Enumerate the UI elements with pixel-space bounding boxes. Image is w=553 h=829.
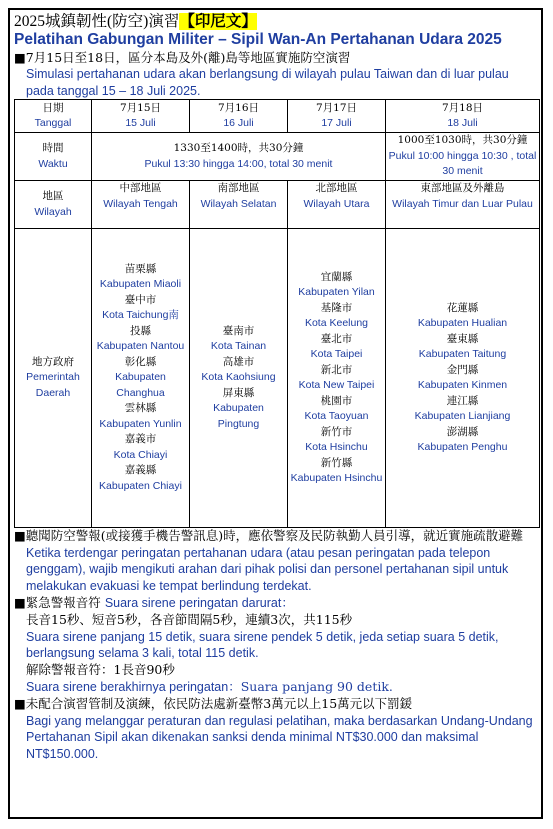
gov-item-zh: 投縣 [130,324,151,337]
gov-label-cell: 地方政府 Pemerintah Daerah [15,229,92,528]
siren-heading: ■緊急警報音符 Suara sirene peringatan darurat： [14,595,294,610]
title-zh: 2025城鎮韌性(防空)演習 [14,13,180,30]
gov-cell-east [386,229,540,528]
gov-cell-south [190,229,288,528]
siren-detail-id: Suara sirene panjang 15 detik, suara sirene pendek 5 detik, jeda setiap suara 5 detik, berlangsung selama 3 kali, total 115 detik. [26,629,499,660]
end-siren-id: Suara sirene berakhirnya peringatan：Suara panjang 90 detik. [26,679,393,694]
penalty-zh: ■未配合演習管制及演練，依民防法處新臺幣3萬元以上15萬元以下罰鍰 [14,696,413,711]
intro-id: Simulasi pertahanan udara akan berlangsung di wilayah pulau Taiwan dan di luar pulau pada tanggal 15 – 18 Juli 2025. [26,67,509,98]
gov-item-zh: 臺北市 [320,332,353,345]
title-indonesian: Pelatihan Gabungan Militer – Sipil Wan-An Pertahanan Udara 2025 [14,31,502,48]
page-title [14,12,537,31]
gov-item-id: Kabupaten Miaoli [99,278,182,291]
gov-item-zh: 澎湖縣 [446,425,479,438]
gov-item-zh: 高雄市 [222,355,255,368]
gov-item-id: Kota New Taipei [298,379,375,391]
time-last-cell: 1000至1030時，共30分鐘 Pukul 10:00 hingga 10:30 , total 30 menit [386,133,540,181]
gov-item-zh: 臺南市 [222,324,255,337]
gov-item-id: Kota Taoyuan [304,410,369,422]
gov-item-zh: 臺東縣 [446,332,479,345]
time-main-cell: 1330至1400時，共30分鐘 Pukul 13:30 hingga 14:00, total 30 menit [92,133,386,181]
date-cell: 7月15日 15 Juli [92,100,190,133]
gov-item-id: Kabupaten Lianjiang [414,410,511,422]
evacuation-zh: ■聽聞防空警報(或接獲手機告警訊息)時，應依警察及民防執勤人員引導，就近實施疏散避難 [14,528,524,543]
gov-item-zh: 臺中市 [124,293,157,306]
evacuation-id: Ketika terdengar peringatan pertahanan udara (atau pesan peringatan pada telepon genggam), wajib mengikuti arahan dari pihak polisi dan personel pertahanan sipil untuk melakukan evakuasi ke tempat berlindung terdekat. [26,545,509,593]
gov-item-zh: 屏東縣 [222,386,255,399]
gov-item-zh: 雲林縣 [124,402,157,415]
siren-detail-zh: 長音15秒、短音5秒，各音節間隔5秒，連續3次，共115秒 [26,612,353,627]
gov-item-id: Kota Tainan [210,340,267,353]
gov-item-zh: 苗栗縣 [124,262,157,275]
region-cell: 南部地區 Wilayah Selatan [190,181,288,229]
gov-item-id: Kabupaten Pingtung [213,402,264,430]
gov-cell-central [92,229,190,528]
gov-item-zh: 桃園市 [320,394,353,407]
region-cell: 中部地區 Wilayah Tengah [92,181,190,229]
penalty-id: Bagi yang melanggar peraturan dan regulasi pelatihan, maka berdasarkan Undang-Undang Pertahanan Sipil akan dikenakan sanksi denda minimal NT$30.000 dan maksimal NT$150.000. [26,713,533,761]
gov-item-id: Kota Keelung [304,317,369,329]
gov-item-id: Kota Hsinchu [305,441,368,453]
document-frame [8,8,543,819]
end-siren-zh: 解除警報音符：1長音90秒 [26,661,175,677]
row-time [15,133,540,181]
date-label-cell: 日期 Tanggal [15,100,92,133]
gov-item-id: Kota Chiayi [113,448,168,461]
gov-item-id: Kabupaten Yilan [298,286,375,298]
gov-cell-north [288,229,386,528]
gov-item-id: Kabupaten Hualian [417,317,508,329]
gov-item-id: Kota Taipei [310,348,363,360]
gov-item-zh: 宜蘭縣 [320,270,353,283]
gov-item-zh: 新北市 [320,363,353,376]
gov-item-id: Kabupaten Changhua [115,371,166,399]
gov-item-zh: 花蓮縣 [446,301,479,314]
time-label-cell: 時間 Waktu [15,133,92,181]
gov-item-zh: 新竹縣 [320,456,353,469]
date-cell: 7月17日 17 Juli [288,100,386,133]
gov-item-zh: 嘉義市 [124,433,157,446]
intro-zh: ■7月15日至18日，區分本島及外(離)島等地區實施防空演習 [14,49,351,65]
row-region [15,181,540,229]
gov-item-id: Kota Kaohsiung [201,371,276,384]
gov-item-id: Kabupaten Hsinchu [290,472,383,484]
gov-item-zh: 金門縣 [446,363,479,376]
gov-item-zh: 新竹市 [320,425,353,438]
row-date [15,100,540,133]
region-cell: 東部地區及外離島 Wilayah Timur dan Luar Pulau [386,181,540,229]
gov-item-id: Kabupaten Chiayi [99,479,182,492]
gov-item-id: Kabupaten Nantou [96,340,185,353]
row-gov [15,229,540,528]
gov-item-zh: 基隆市 [320,301,353,314]
gov-item-zh: 連江縣 [446,394,479,407]
region-cell: 北部地區 Wilayah Utara [288,181,386,229]
gov-item-id: Kota Taichung南 [102,309,179,322]
gov-item-id: Kabupaten Penghu [417,441,508,453]
language-tag: 【印尼文】 [179,13,257,30]
gov-item-id: Kabupaten Taitung [418,348,507,360]
gov-item-id: Kabupaten Kinmen [417,379,508,391]
gov-item-id: Kabupaten Yunlin [99,417,182,430]
region-label-cell: 地區 Wilayah [15,181,92,229]
schedule-table [14,99,540,528]
gov-item-zh: 彰化縣 [124,355,157,368]
date-cell: 7月18日 18 Juli [386,100,540,133]
date-cell: 7月16日 16 Juli [190,100,288,133]
gov-item-zh: 嘉義縣 [124,464,157,477]
